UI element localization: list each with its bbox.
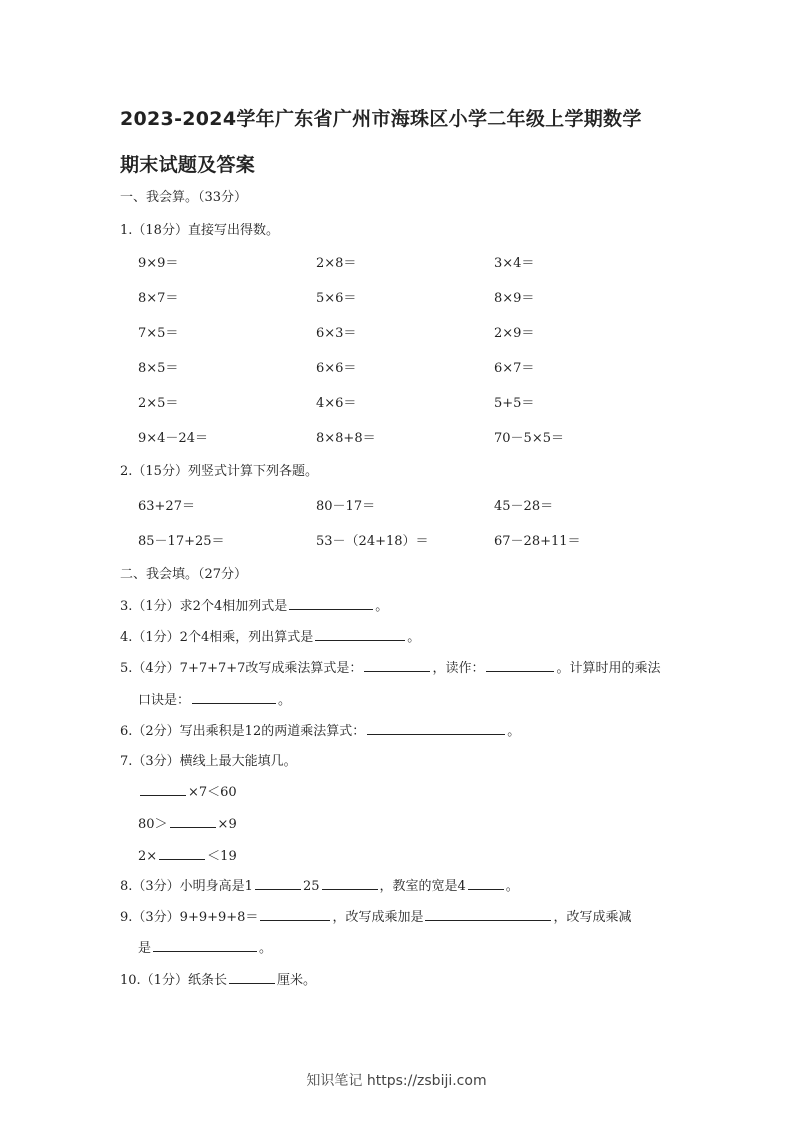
q2-item: 85－17+25＝ xyxy=(138,534,225,549)
answer-blank[interactable] xyxy=(367,722,505,735)
q7-post: ×7＜60 xyxy=(188,785,237,800)
q8-end: 。 xyxy=(505,879,519,894)
q9-mulsub: ，改写成乘减 xyxy=(553,910,632,925)
question-2: 2.（15分）列竖式计算下列各题。 xyxy=(120,464,318,479)
q7-post: ＜19 xyxy=(207,849,237,864)
q9-muladd: ，改写成乘加是 xyxy=(332,910,424,925)
q2-item: 67－28+11＝ xyxy=(494,534,581,549)
question-10 xyxy=(120,969,316,988)
question-7: 7.（3分）横线上最大能填几。 xyxy=(120,754,297,769)
q1-item: 2×9＝ xyxy=(494,326,535,341)
document-title xyxy=(120,96,680,188)
answer-blank[interactable] xyxy=(153,939,257,952)
answer-blank[interactable] xyxy=(315,628,405,641)
q7-row xyxy=(138,781,237,800)
footer-watermark: 知识笔记 https://zsbiji.com xyxy=(306,1073,487,1089)
q1-item: 8×5＝ xyxy=(138,361,179,376)
q5-rhyme: 口诀是： xyxy=(138,693,191,708)
q1-item: 5×6＝ xyxy=(316,291,357,306)
answer-blank[interactable] xyxy=(170,815,216,828)
q1-item: 70－5×5＝ xyxy=(494,431,564,446)
q1-item: 5+5＝ xyxy=(494,396,535,411)
q1-item: 8×9＝ xyxy=(494,291,535,306)
section-2-heading: 二、我会填。（27分） xyxy=(120,567,248,582)
q2-item: 45－28＝ xyxy=(494,499,554,514)
q2-item: 63+27＝ xyxy=(138,499,195,514)
q1-item: 2×5＝ xyxy=(138,396,179,411)
q8-text: 8.（3分）小明身高是1 xyxy=(120,879,253,894)
q6-text: 6.（2分）写出乘积是12的两道乘法算式： xyxy=(120,724,366,739)
title-line-2: 期末试题及答案 xyxy=(120,154,256,176)
question-5 xyxy=(120,657,660,676)
q4-end: 。 xyxy=(407,630,421,645)
q7-row xyxy=(138,813,237,832)
q7-row xyxy=(138,845,237,864)
answer-blank[interactable] xyxy=(260,908,330,921)
q10-unit: 厘米。 xyxy=(276,973,316,988)
q1-item: 3×4＝ xyxy=(494,256,535,271)
q10-text: 10.（1分）纸条长 xyxy=(120,973,227,988)
q7-pre: 2× xyxy=(138,849,158,864)
q5-end: 。 xyxy=(278,693,292,708)
q1-item: 2×8＝ xyxy=(316,256,357,271)
q1-item: 6×3＝ xyxy=(316,326,357,341)
q1-item: 7×5＝ xyxy=(138,326,179,341)
q5-text: 5.（4分）7+7+7+7改写成乘法算式是： xyxy=(120,661,363,676)
answer-blank[interactable] xyxy=(140,783,186,796)
answer-blank[interactable] xyxy=(468,877,504,890)
answer-blank[interactable] xyxy=(255,877,301,890)
question-9-cont xyxy=(138,937,272,956)
q9-is: 是 xyxy=(138,941,152,956)
q1-item: 6×7＝ xyxy=(494,361,535,376)
q3-end: 。 xyxy=(375,599,389,614)
q7-pre: 80＞ xyxy=(138,817,168,832)
q1-item: 4×6＝ xyxy=(316,396,357,411)
q2-item: 80－17＝ xyxy=(316,499,376,514)
question-6 xyxy=(120,720,520,739)
answer-blank[interactable] xyxy=(364,659,430,672)
q1-item: 9×4－24＝ xyxy=(138,431,208,446)
question-5-cont xyxy=(138,689,291,708)
q6-end: 。 xyxy=(507,724,521,739)
question-8 xyxy=(120,875,519,894)
q1-item: 8×8+8＝ xyxy=(316,431,376,446)
q5-read: ，读作： xyxy=(432,661,485,676)
answer-blank[interactable] xyxy=(289,597,373,610)
q1-item: 9×9＝ xyxy=(138,256,179,271)
answer-blank[interactable] xyxy=(425,908,551,921)
answer-blank[interactable] xyxy=(159,847,205,860)
q5-calc: 。计算时用的乘法 xyxy=(556,661,661,676)
answer-blank[interactable] xyxy=(486,659,554,672)
q3-text: 3.（1分）求2个4相加列式是 xyxy=(120,599,288,614)
question-9 xyxy=(120,906,631,925)
q8-num: 25 xyxy=(302,879,320,894)
q1-item: 8×7＝ xyxy=(138,291,179,306)
q7-post: ×9 xyxy=(217,817,237,832)
q9-end: 。 xyxy=(259,941,273,956)
question-4 xyxy=(120,626,420,645)
answer-blank[interactable] xyxy=(192,691,276,704)
q4-text: 4.（1分）2个4相乘，列出算式是 xyxy=(120,630,314,645)
section-1-heading: 一、我会算。（33分） xyxy=(120,190,248,205)
question-1: 1.（18分）直接写出得数。 xyxy=(120,223,279,238)
q2-item: 53－（24+18）＝ xyxy=(316,534,429,549)
q8-room: ，教室的宽是4 xyxy=(379,879,466,894)
answer-blank[interactable] xyxy=(229,971,275,984)
question-3 xyxy=(120,595,388,614)
answer-blank[interactable] xyxy=(322,877,378,890)
title-line-1: 2023-2024学年广东省广州市海珠区小学二年级上学期数学 xyxy=(120,108,642,130)
q1-item: 6×6＝ xyxy=(316,361,357,376)
q9-text: 9.（3分）9+9+9+8＝ xyxy=(120,910,259,925)
